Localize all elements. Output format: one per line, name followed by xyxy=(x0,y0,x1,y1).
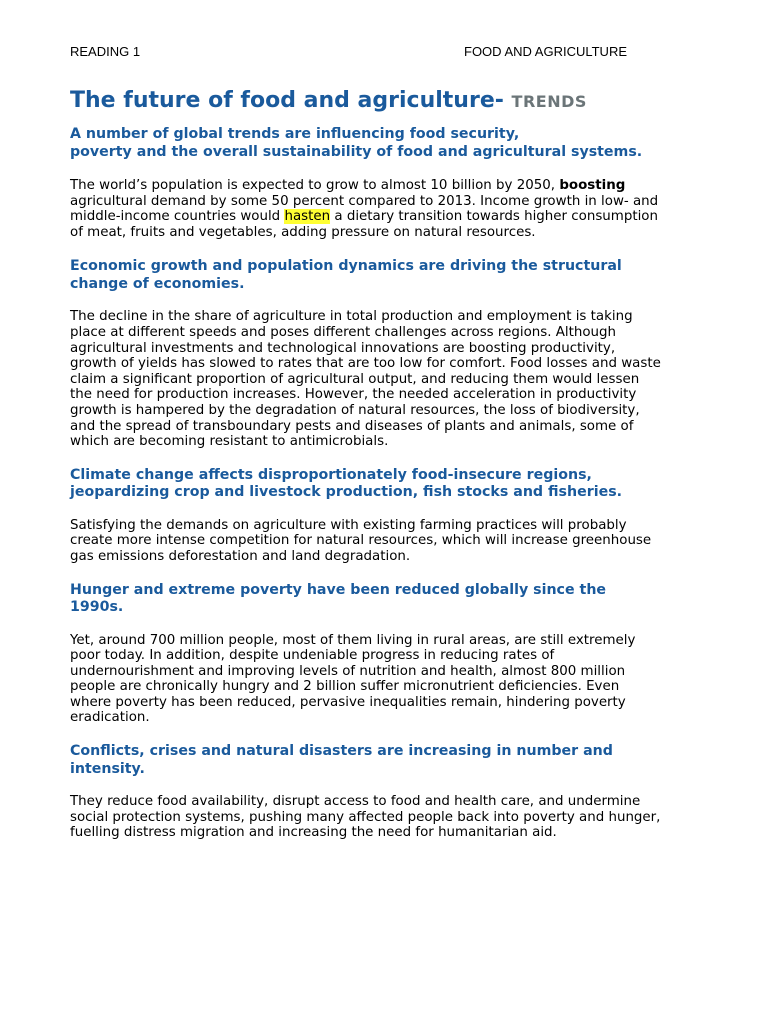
text-run: a dietary transition towards higher consumption xyxy=(330,209,658,225)
paragraph-line: agricultural demand by some 50 percent compared to 2013. Income growth in low- and xyxy=(70,193,659,209)
paragraph-line: claim a significant proportion of agricultural output, and reducing them would lessen xyxy=(70,371,640,387)
intro-line: A number of global trends are influencing food security, xyxy=(70,126,520,142)
paragraph-line: They reduce food availability, disrupt access to food and health care, and undermine xyxy=(70,794,641,810)
section-heading-conflicts-crises xyxy=(70,743,700,778)
paragraph-line: Satisfying the demands on agriculture with existing farming practices will probably xyxy=(70,517,627,533)
paragraph-line: create more intense competition for natural resources, which will increase greenhouse xyxy=(70,533,652,549)
paragraph-line: undernourishment and improving levels of nutrition and health, almost 800 million xyxy=(70,663,626,679)
paragraph-line: poor today. In addition, despite undeniable progress in reducing rates of xyxy=(70,648,555,664)
paragraph-line: growth of yields has slowed to rates that are too low for comfort. Food losses and waste xyxy=(70,356,661,372)
heading-line: Economic growth and population dynamics are driving the structural xyxy=(70,258,622,275)
text-run: middle-income countries would xyxy=(70,209,285,225)
heading-line: 1990s. xyxy=(70,599,124,615)
paragraph-line: Yet, around 700 million people, most of them living in rural areas, are still extremely xyxy=(70,632,636,648)
document-title-main: The future of food and agriculture- xyxy=(70,88,504,113)
paragraph-line: of meat, fruits and vegetables, adding pressure on natural resources. xyxy=(70,224,536,240)
paragraph-line xyxy=(70,178,700,194)
text-run: The world’s population is expected to grow to almost 10 billion by 2050, xyxy=(70,178,560,193)
heading-line: intensity. xyxy=(70,760,145,777)
paragraph-line: eradication. xyxy=(70,710,150,726)
paragraph-line: growth is hampered by the degradation of natural resources, the loss of biodiversity, xyxy=(70,402,640,418)
paragraph-line: place at different speeds and poses different challenges across regions. Although xyxy=(70,324,617,340)
heading-line: Hunger and extreme poverty have been reduced globally since the xyxy=(70,581,607,598)
paragraph-population xyxy=(70,178,700,240)
section-heading-climate-change xyxy=(70,467,700,502)
highlighted-word-hasten: hasten xyxy=(284,209,331,225)
paragraph-line: gas emissions deforestation and land degradation. xyxy=(70,548,411,564)
running-header xyxy=(70,44,700,64)
bold-word-boosting: boosting xyxy=(559,178,626,193)
heading-line: Climate change affects disproportionately food-insecure regions, xyxy=(70,466,592,483)
header-reading-label: READING 1 xyxy=(70,44,141,59)
paragraph-line xyxy=(70,209,700,225)
paragraph-line: where poverty has been reduced, pervasive inequalities remain, hindering poverty xyxy=(70,694,626,710)
paragraph-climate-change xyxy=(70,518,700,565)
heading-line: jeopardizing crop and livestock production, fish stocks and fisheries. xyxy=(70,484,623,501)
paragraph-line: social protection systems, pushing many affected people back into poverty and hunger, xyxy=(70,809,661,825)
paragraph-line: which are becoming resistant to antimicrobials. xyxy=(70,434,389,450)
paragraph-economic-growth xyxy=(70,309,700,449)
paragraph-hunger-poverty xyxy=(70,633,700,727)
heading-line: Conflicts, crises and natural disasters are increasing in number and xyxy=(70,743,613,760)
document-page xyxy=(70,0,700,841)
paragraph-line: agricultural investments and technological innovations are boosting productivity, xyxy=(70,340,616,356)
heading-line: change of economies. xyxy=(70,275,245,292)
header-topic-label: FOOD AND AGRICULTURE xyxy=(464,44,628,59)
intro-heading xyxy=(70,126,700,161)
paragraph-line: fuelling distress migration and increasing the need for humanitarian aid. xyxy=(70,825,557,841)
intro-line: poverty and the overall sustainability of food and agricultural systems. xyxy=(70,143,643,160)
paragraph-conflicts-crises xyxy=(70,794,700,841)
document-title xyxy=(70,88,700,115)
paragraph-line: The decline in the share of agriculture in total production and employment is taking xyxy=(70,309,633,325)
paragraph-line: and the spread of transboundary pests and diseases of plants and animals, some of xyxy=(70,418,634,434)
paragraph-line: people are chronically hungry and 2 billion suffer micronutrient deficiencies. Even xyxy=(70,679,620,695)
section-heading-hunger-poverty xyxy=(70,582,700,617)
paragraph-line: the need for production increases. However, the needed acceleration in productivity xyxy=(70,387,637,403)
document-title-subtitle: TRENDS xyxy=(511,92,587,111)
section-heading-economic-growth xyxy=(70,258,700,293)
